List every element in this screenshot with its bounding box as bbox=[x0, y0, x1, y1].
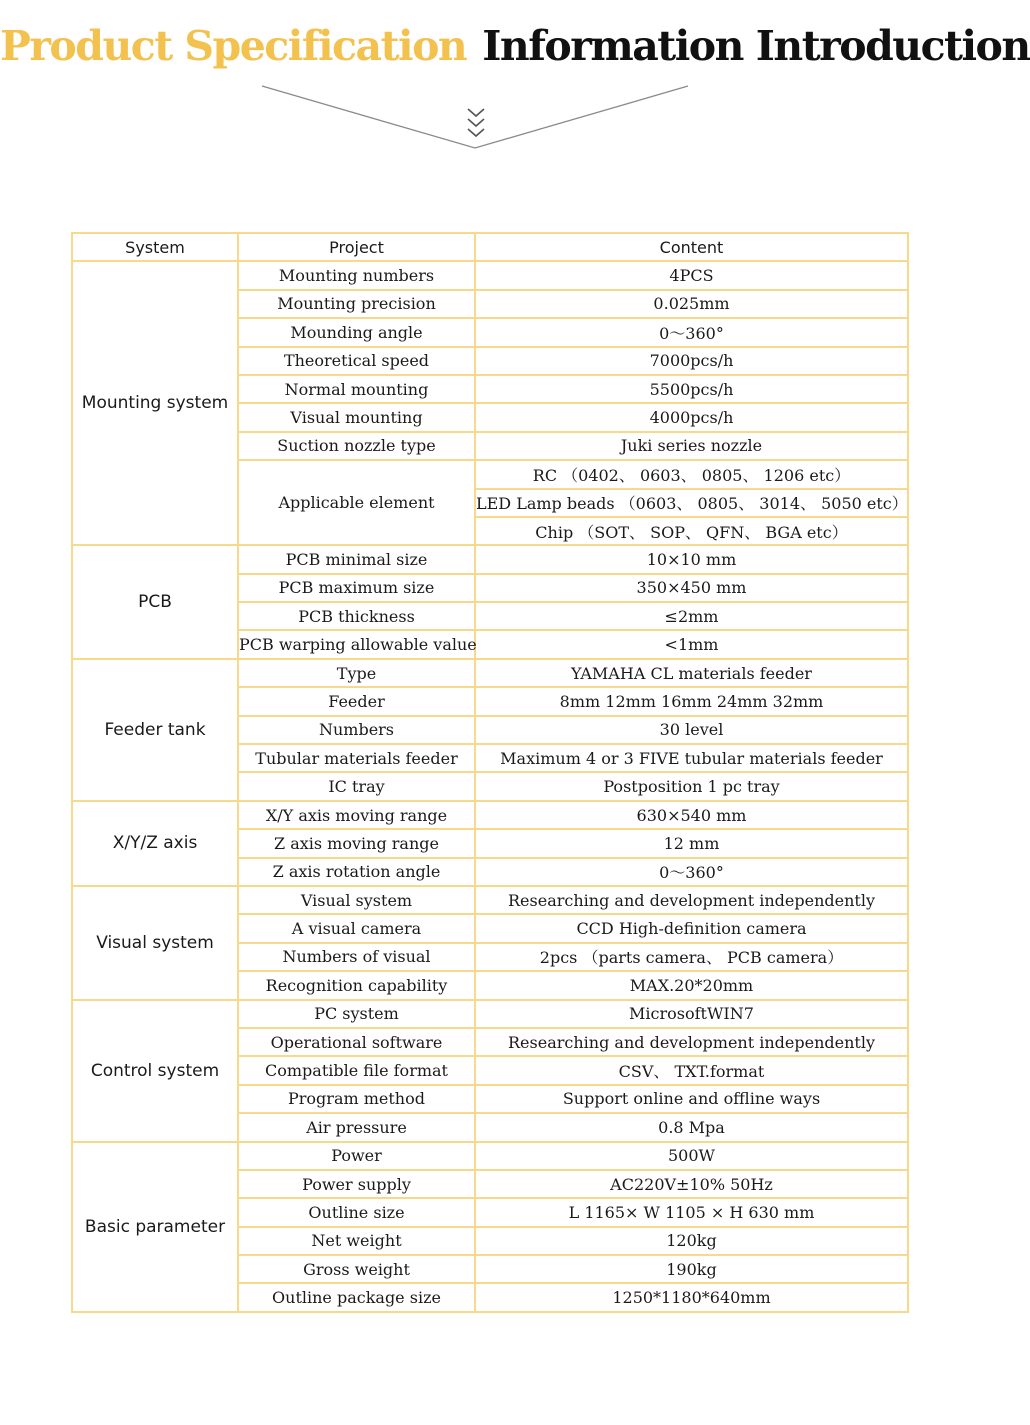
project-cell: Visual system bbox=[238, 886, 475, 914]
content-cell: RC （0402、 0603、 0805、 1206 etc） bbox=[475, 460, 908, 488]
table-row bbox=[72, 801, 908, 829]
table-row bbox=[72, 545, 908, 573]
project-cell: Suction nozzle type bbox=[238, 432, 475, 460]
project-cell: Gross weight bbox=[238, 1255, 475, 1283]
project-cell: Recognition capability bbox=[238, 971, 475, 999]
content-cell: 4000pcs/h bbox=[475, 403, 908, 431]
project-cell: Operational software bbox=[238, 1028, 475, 1056]
project-cell: Air pressure bbox=[238, 1113, 475, 1141]
content-cell: 2pcs （parts camera、 PCB camera） bbox=[475, 943, 908, 971]
content-cell: 4PCS bbox=[475, 261, 908, 289]
content-cell: Support online and offline ways bbox=[475, 1085, 908, 1113]
content-cell: LED Lamp beads （0603、 0805、 3014、 5050 etc） bbox=[475, 489, 908, 517]
content-cell: AC220V±10% 50Hz bbox=[475, 1170, 908, 1198]
project-cell: Numbers bbox=[238, 716, 475, 744]
project-cell: Type bbox=[238, 659, 475, 687]
content-cell: MAX.20*20mm bbox=[475, 971, 908, 999]
content-cell: 190kg bbox=[475, 1255, 908, 1283]
project-cell: Mounding angle bbox=[238, 318, 475, 346]
system-cell: Basic parameter bbox=[72, 1142, 238, 1312]
project-cell: Theoretical speed bbox=[238, 347, 475, 375]
content-cell: Researching and development independently bbox=[475, 886, 908, 914]
project-cell: Feeder bbox=[238, 687, 475, 715]
content-cell: 8mm 12mm 16mm 24mm 32mm bbox=[475, 687, 908, 715]
system-cell: Mounting system bbox=[72, 261, 238, 545]
content-cell: 0.025mm bbox=[475, 290, 908, 318]
content-cell: Researching and development independently bbox=[475, 1028, 908, 1056]
table-header-row bbox=[72, 233, 908, 261]
project-cell: PCB maximum size bbox=[238, 574, 475, 602]
project-cell: Compatible file format bbox=[238, 1056, 475, 1084]
project-cell: Visual mounting bbox=[238, 403, 475, 431]
title-main: Information Introduction bbox=[482, 22, 1030, 70]
content-cell: <1mm bbox=[475, 630, 908, 658]
system-cell: Visual system bbox=[72, 886, 238, 1000]
project-cell: Numbers of visual bbox=[238, 943, 475, 971]
project-cell: Outline package size bbox=[238, 1283, 475, 1311]
project-cell: Tubular materials feeder bbox=[238, 744, 475, 772]
content-cell: 120kg bbox=[475, 1227, 908, 1255]
table-row bbox=[72, 659, 908, 687]
project-cell: PCB minimal size bbox=[238, 545, 475, 573]
col-header-content: Content bbox=[475, 233, 908, 261]
content-cell: Maximum 4 or 3 FIVE tubular materials feeder bbox=[475, 744, 908, 772]
divider-line bbox=[262, 86, 688, 148]
spec-table-body bbox=[72, 233, 908, 1312]
col-header-project: Project bbox=[238, 233, 475, 261]
content-cell: 5500pcs/h bbox=[475, 375, 908, 403]
content-cell: 0.8 Mpa bbox=[475, 1113, 908, 1141]
table-row bbox=[72, 1000, 908, 1028]
project-cell: Outline size bbox=[238, 1198, 475, 1226]
content-cell: 0～360° bbox=[475, 318, 908, 346]
project-cell: IC tray bbox=[238, 772, 475, 800]
project-cell: Mounting precision bbox=[238, 290, 475, 318]
project-cell: A visual camera bbox=[238, 914, 475, 942]
content-cell: ≤2mm bbox=[475, 602, 908, 630]
project-cell: Z axis rotation angle bbox=[238, 858, 475, 886]
system-cell: Control system bbox=[72, 1000, 238, 1142]
project-cell: Program method bbox=[238, 1085, 475, 1113]
project-cell: Mounting numbers bbox=[238, 261, 475, 289]
content-cell: L 1165× W 1105 × H 630 mm bbox=[475, 1198, 908, 1226]
content-cell: CCD High-definition camera bbox=[475, 914, 908, 942]
table-row bbox=[72, 886, 908, 914]
content-cell: 0～360° bbox=[475, 858, 908, 886]
project-cell: Power bbox=[238, 1142, 475, 1170]
content-cell: Postposition 1 pc tray bbox=[475, 772, 908, 800]
project-cell: PCB thickness bbox=[238, 602, 475, 630]
content-cell: MicrosoftWIN7 bbox=[475, 1000, 908, 1028]
system-cell: Feeder tank bbox=[72, 659, 238, 801]
project-cell: Applicable element bbox=[238, 460, 475, 545]
content-cell: 500W bbox=[475, 1142, 908, 1170]
header-divider bbox=[0, 0, 950, 160]
project-cell: PC system bbox=[238, 1000, 475, 1028]
content-cell: 30 level bbox=[475, 716, 908, 744]
page-header bbox=[0, 0, 1030, 160]
project-cell: Power supply bbox=[238, 1170, 475, 1198]
content-cell: 350×450 mm bbox=[475, 574, 908, 602]
content-cell: CSV、 TXT.format bbox=[475, 1056, 908, 1084]
table-row bbox=[72, 261, 908, 289]
project-cell: Normal mounting bbox=[238, 375, 475, 403]
content-cell: 7000pcs/h bbox=[475, 347, 908, 375]
table-row bbox=[72, 1142, 908, 1170]
project-cell: Z axis moving range bbox=[238, 829, 475, 857]
content-cell: 12 mm bbox=[475, 829, 908, 857]
spec-table bbox=[71, 232, 909, 1313]
system-cell: PCB bbox=[72, 545, 238, 659]
content-cell: 1250*1180*640mm bbox=[475, 1283, 908, 1311]
project-cell: X/Y axis moving range bbox=[238, 801, 475, 829]
col-header-system: System bbox=[72, 233, 238, 261]
system-cell: X/Y/Z axis bbox=[72, 801, 238, 886]
chevron-down-icon bbox=[468, 109, 484, 136]
content-cell: YAMAHA CL materials feeder bbox=[475, 659, 908, 687]
content-cell: Juki series nozzle bbox=[475, 432, 908, 460]
content-cell: 630×540 mm bbox=[475, 801, 908, 829]
content-cell: 10×10 mm bbox=[475, 545, 908, 573]
title-highlight: Product Specification bbox=[0, 22, 467, 70]
content-cell: Chip （SOT、 SOP、 QFN、 BGA etc） bbox=[475, 517, 908, 545]
project-cell: Net weight bbox=[238, 1227, 475, 1255]
project-cell: PCB warping allowable value bbox=[238, 630, 475, 658]
